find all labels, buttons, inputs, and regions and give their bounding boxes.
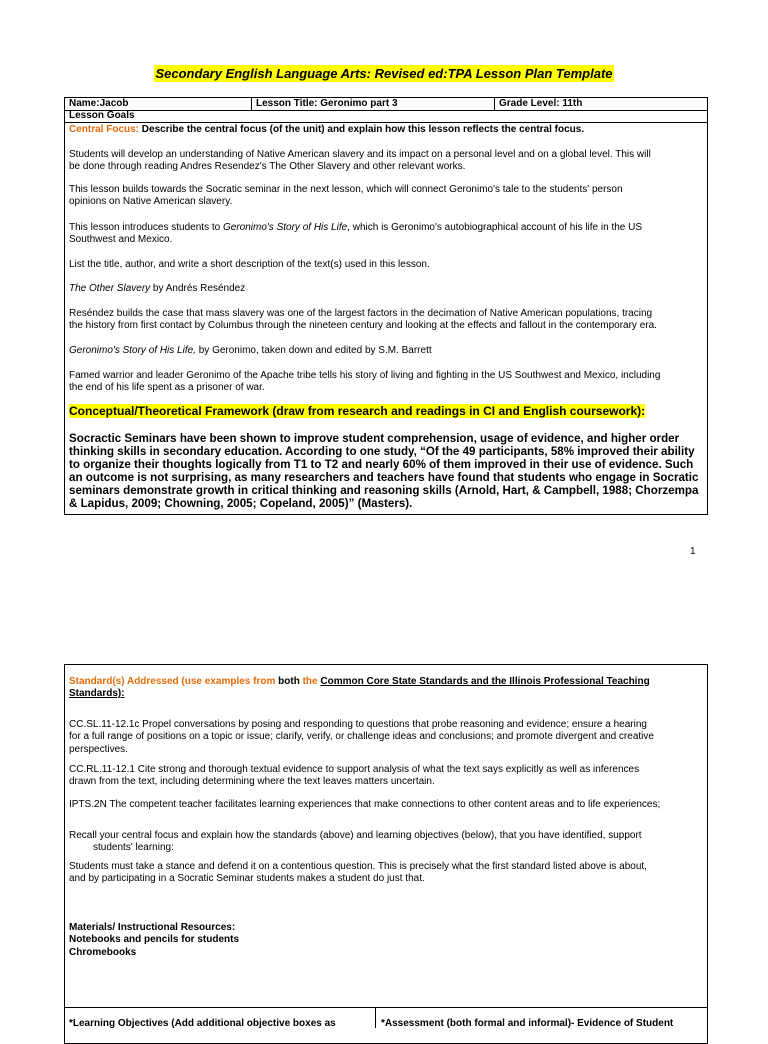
book-author: by Andrés Reséndez [150, 283, 246, 294]
text-line: for a full range of positions on a topic or issue; clarify, verify, or challenge ideas and conclusions; and promote divergent and creative [69, 731, 654, 743]
text-1-description [69, 308, 699, 333]
text-line: Students will develop an understanding of Native American slavery and its impact on a personal level and on a global level. This will [69, 149, 651, 160]
text-line: and by participating in a Socratic Seminar students makes a student do just that. [69, 873, 425, 885]
standards-answer [69, 861, 699, 886]
text-2-citation [69, 345, 699, 357]
materials-item: Chromebooks [69, 946, 137, 958]
text-run: the [299, 676, 321, 687]
text-line: perspectives. [69, 743, 128, 755]
text-line: Socractic Seminars have been shown to improve student comprehension, usage of evidence, and higher order [69, 432, 680, 445]
lesson-goals-heading: Lesson Goals [65, 110, 707, 123]
text-line: an outcome is not surprising, as many researchers and teachers have found that students who engage in Socratic [69, 471, 699, 484]
text-line: CC.SL.11-12.1c Propel conversations by posing and responding to questions that probe reasoning and evidence; ensure a hearing [69, 719, 647, 730]
book-title: Geronimo's Story of His Life [222, 222, 348, 233]
text-line: the end of his life spent as a prisoner of war. [69, 382, 265, 394]
objectives-assessment-row [65, 1007, 707, 1028]
text-line: to organize their thoughts logically from T1 to T2 and nearly 60% of them improved in their use of evidence. Such [69, 458, 694, 471]
standard-ccrl [69, 764, 699, 789]
standards-heading [69, 676, 699, 701]
book-title: The Other Slavery [69, 283, 151, 294]
text-line: Students must take a stance and defend it on a contentious question. This is precisely what the first standard listed above is about, [69, 861, 647, 872]
text-line: Reséndez builds the case that mass slavery was one of the largest factors in the decimation of Native American populations, tracing [69, 308, 653, 319]
learning-objectives-heading: *Learning Objectives (Add additional objective boxes as [69, 1018, 336, 1029]
standards-link[interactable]: Common Core State Standards and the Illinois Professional Teaching [320, 676, 650, 687]
text-1-citation [69, 283, 699, 295]
framework-heading [69, 405, 699, 419]
standard-ipts: IPTS.2N The competent teacher facilitates learning experiences that make connections to other content areas and to life experiences; [69, 799, 661, 810]
text-line: drawn from the text, including determining where the text leaves matters uncertain. [69, 776, 435, 788]
focus-paragraph-3 [69, 222, 699, 247]
materials-item: Notebooks and pencils for students [69, 934, 240, 946]
text-run: both [278, 676, 300, 687]
focus-paragraph-2 [69, 184, 699, 209]
standards-link-cont[interactable]: Standards): [69, 688, 125, 700]
page-title-text: Secondary English Language Arts: Revised ed:TPA Lesson Plan Template [155, 66, 613, 81]
name-cell: Name:Jacob [69, 98, 129, 109]
assessment-heading: *Assessment (both formal and informal)- Evidence of Student [381, 1018, 674, 1029]
text-line: thinking skills in secondary education. According to one study, “Of the 49 participants, 58% improved their ability [69, 445, 695, 458]
lesson-goals-table [64, 97, 708, 515]
text-line: This lesson builds towards the Socratic seminar in the next lesson, which will connect Geronimo's tale to the students' person [69, 184, 623, 195]
text-run: , which is Geronimo's autobiographical account of his life in the US [347, 222, 643, 233]
grade-level-cell: Grade Level: 11th [494, 98, 707, 110]
standards-table [64, 664, 708, 1044]
text-line: CC.RL.11-12.1 Cite strong and thorough textual evidence to support analysis of what the text says explicitly as well as inferences [69, 764, 640, 775]
central-focus-prompt [69, 124, 699, 136]
page-title [0, 68, 768, 82]
text-2-description [69, 370, 699, 395]
text-run: This lesson introduces students to [69, 222, 223, 233]
central-focus-question: Describe the central focus (of the unit) and explain how this lesson reflects the central focus. [141, 124, 585, 135]
materials-section [69, 922, 699, 959]
text-line: seminars demonstrate growth in critical thinking and reasoning skills (Arnold, Hart, & Campbell, 1988; Chorzempa [69, 484, 699, 497]
text-line [69, 676, 699, 688]
materials-heading: Materials/ Instructional Resources: [69, 922, 236, 933]
framework-body [69, 432, 699, 510]
column-divider [375, 1008, 376, 1028]
lesson-title-cell: Lesson Title: Geronimo part 3 [251, 98, 494, 110]
page-number: 1 [690, 546, 696, 557]
text-line: Famed warrior and leader Geronimo of the Apache tribe tells his story of living and fighting in the US Southwest and Mexico, including [69, 370, 661, 381]
text-line: Southwest and Mexico. [69, 234, 173, 246]
recall-prompt [69, 830, 699, 855]
central-focus-label: Central Focus: [69, 124, 140, 135]
text-line: students' learning: [93, 842, 174, 854]
text-line: the history from first contact by Columbus through the nineteen century and looking at the effects and fallout in the contemporary era. [69, 320, 657, 332]
text-line [69, 222, 699, 234]
texts-prompt: List the title, author, and write a short description of the text(s) used in this lesson. [69, 259, 430, 270]
framework-heading-text: Conceptual/Theoretical Framework (draw from research and readings in CI and English coursework): [69, 404, 646, 418]
text-line: be done through reading Andres Resendez's The Other Slavery and other relevant works. [69, 161, 466, 173]
text-line: & Lapidus, 2009; Chowning, 2005; Copeland, 2005)” (Masters). [69, 497, 413, 510]
text-line: Recall your central focus and explain how the standards (above) and learning objectives (below), that you have identified, support [69, 830, 642, 841]
focus-paragraph-1 [69, 149, 699, 174]
standard-ccsl [69, 719, 699, 756]
text-run: Standard(s) Addressed (use examples from [69, 676, 279, 687]
book-title: Geronimo's Story of His Life, [69, 345, 196, 356]
book-author: by Geronimo, taken down and edited by S.M. Barrett [195, 345, 432, 356]
text-line: opinions on Native American slavery. [69, 196, 233, 208]
